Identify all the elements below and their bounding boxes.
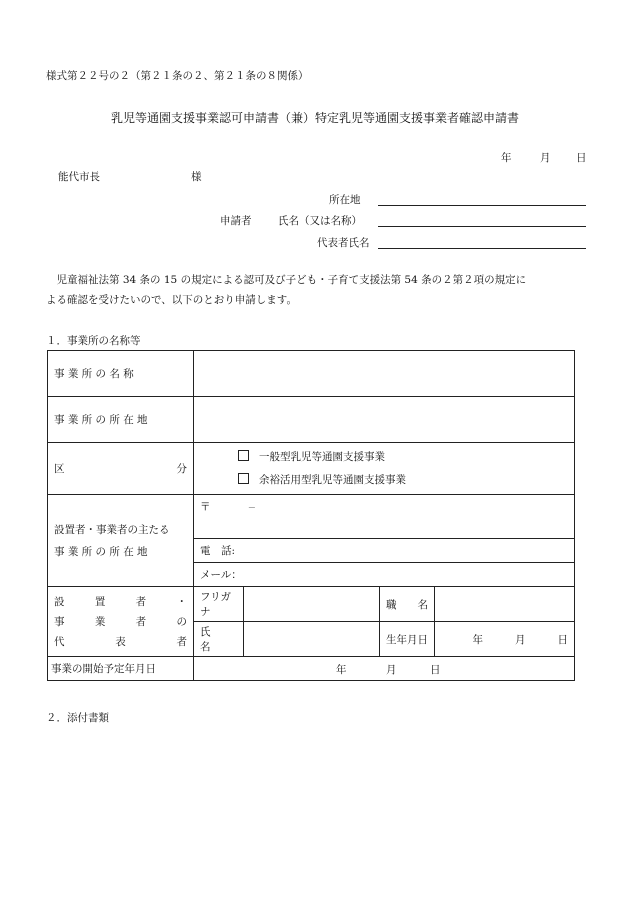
request-text-line2: よる確認を受けたいので、以下のとおり申請します。: [46, 294, 297, 306]
category-option-general[interactable]: [238, 446, 568, 469]
table-row: [48, 443, 575, 495]
table-row: [48, 587, 575, 622]
document-title: 乳児等通園支援事業認可申請書（兼）特定乳児等通園支援事業者確認申請書: [110, 111, 519, 125]
applicant-rep-field[interactable]: [378, 248, 586, 249]
position-label: 職 名: [380, 587, 435, 622]
date-year-label: 年: [501, 152, 512, 164]
table-row: [48, 351, 575, 397]
form-number: 様式第２２号の２（第２１条の２、第２１条の８関係）: [46, 70, 309, 82]
table-row: [48, 657, 575, 681]
request-text-line1: 児童福祉法第 34 条の 15 の規定による認可及び子ども・子育て支援法第 54 条の２第２項の規定に: [56, 274, 527, 286]
office-label-line1: 設置者・事業者の主たる: [54, 523, 170, 536]
email-field[interactable]: [194, 563, 575, 587]
applicant-name-field[interactable]: [378, 226, 586, 227]
postal-code-field[interactable]: [194, 495, 575, 539]
start-date-field[interactable]: [194, 657, 575, 681]
furigana-label: フリガナ: [194, 587, 244, 622]
applicant-rep-label: 代表者氏名: [317, 237, 370, 249]
addressee-honorific: 様: [191, 171, 202, 183]
office-label-line2: 事 業 所 の 所 在 地: [54, 545, 148, 558]
date-day-label: 日: [576, 152, 587, 164]
facility-name-field[interactable]: [194, 351, 575, 397]
category-option-surplus-label: 余裕活用型乳児等通園支援事業: [259, 473, 406, 486]
applicant-heading: 申請者: [220, 215, 252, 227]
category-option-general-label: 一般型乳児等通園支援事業: [259, 450, 385, 463]
checkbox-icon[interactable]: [238, 473, 249, 484]
start-month-label: 月: [386, 663, 397, 676]
category-options: [194, 443, 575, 495]
category-label-right: 分: [176, 463, 187, 475]
applicant-name-label: 氏名（又は名称）: [278, 215, 362, 227]
checkbox-icon[interactable]: [238, 450, 249, 461]
rep-label-line-a: 設 置 者 ・: [54, 595, 187, 608]
start-day-label: 日: [430, 663, 441, 676]
section1-heading: １．事業所の名称等: [46, 335, 141, 347]
request-paragraph: [46, 270, 586, 310]
category-label: [48, 443, 194, 495]
person-name-label: 氏 名: [194, 622, 244, 657]
facility-address-field[interactable]: [194, 397, 575, 443]
postal-mark: 〒: [200, 501, 211, 513]
facility-name-label: 事 業 所 の 名 称: [48, 351, 194, 397]
birthdate-label: 生年月日: [380, 622, 435, 657]
table-row: [48, 397, 575, 443]
addressee-name: 能代市長: [58, 171, 100, 183]
birth-month-label: 月: [515, 633, 526, 646]
date-month-label: 月: [540, 152, 551, 164]
phone-label: 電 話:: [200, 545, 236, 557]
rep-label-line-c: 代 表 者: [54, 635, 187, 648]
office-address-label: [48, 495, 194, 587]
birth-year-label: 年: [472, 633, 483, 646]
start-year-label: 年: [336, 663, 347, 676]
category-label-left: 区: [54, 463, 65, 475]
applicant-address-field[interactable]: [378, 205, 586, 206]
phone-field[interactable]: [194, 539, 575, 563]
furigana-field[interactable]: [244, 587, 380, 622]
postal-dash: －: [247, 503, 256, 512]
person-name-field[interactable]: [244, 622, 380, 657]
email-label: メール：: [200, 569, 242, 581]
birthdate-field[interactable]: [435, 622, 575, 657]
position-field[interactable]: [435, 587, 575, 622]
representative-label: [48, 587, 194, 657]
applicant-address-label: 所在地: [329, 194, 361, 206]
start-date-label: 事業の開始予定年月日: [48, 657, 194, 681]
facility-info-table: [47, 350, 575, 681]
section2-heading: ２．添付書類: [46, 712, 109, 724]
facility-address-label: 事 業 所 の 所 在 地: [48, 397, 194, 443]
rep-label-line-b: 事 業 者 の: [54, 615, 187, 628]
category-option-surplus[interactable]: [238, 469, 568, 492]
table-row: [48, 495, 575, 539]
birth-day-label: 日: [557, 633, 568, 646]
